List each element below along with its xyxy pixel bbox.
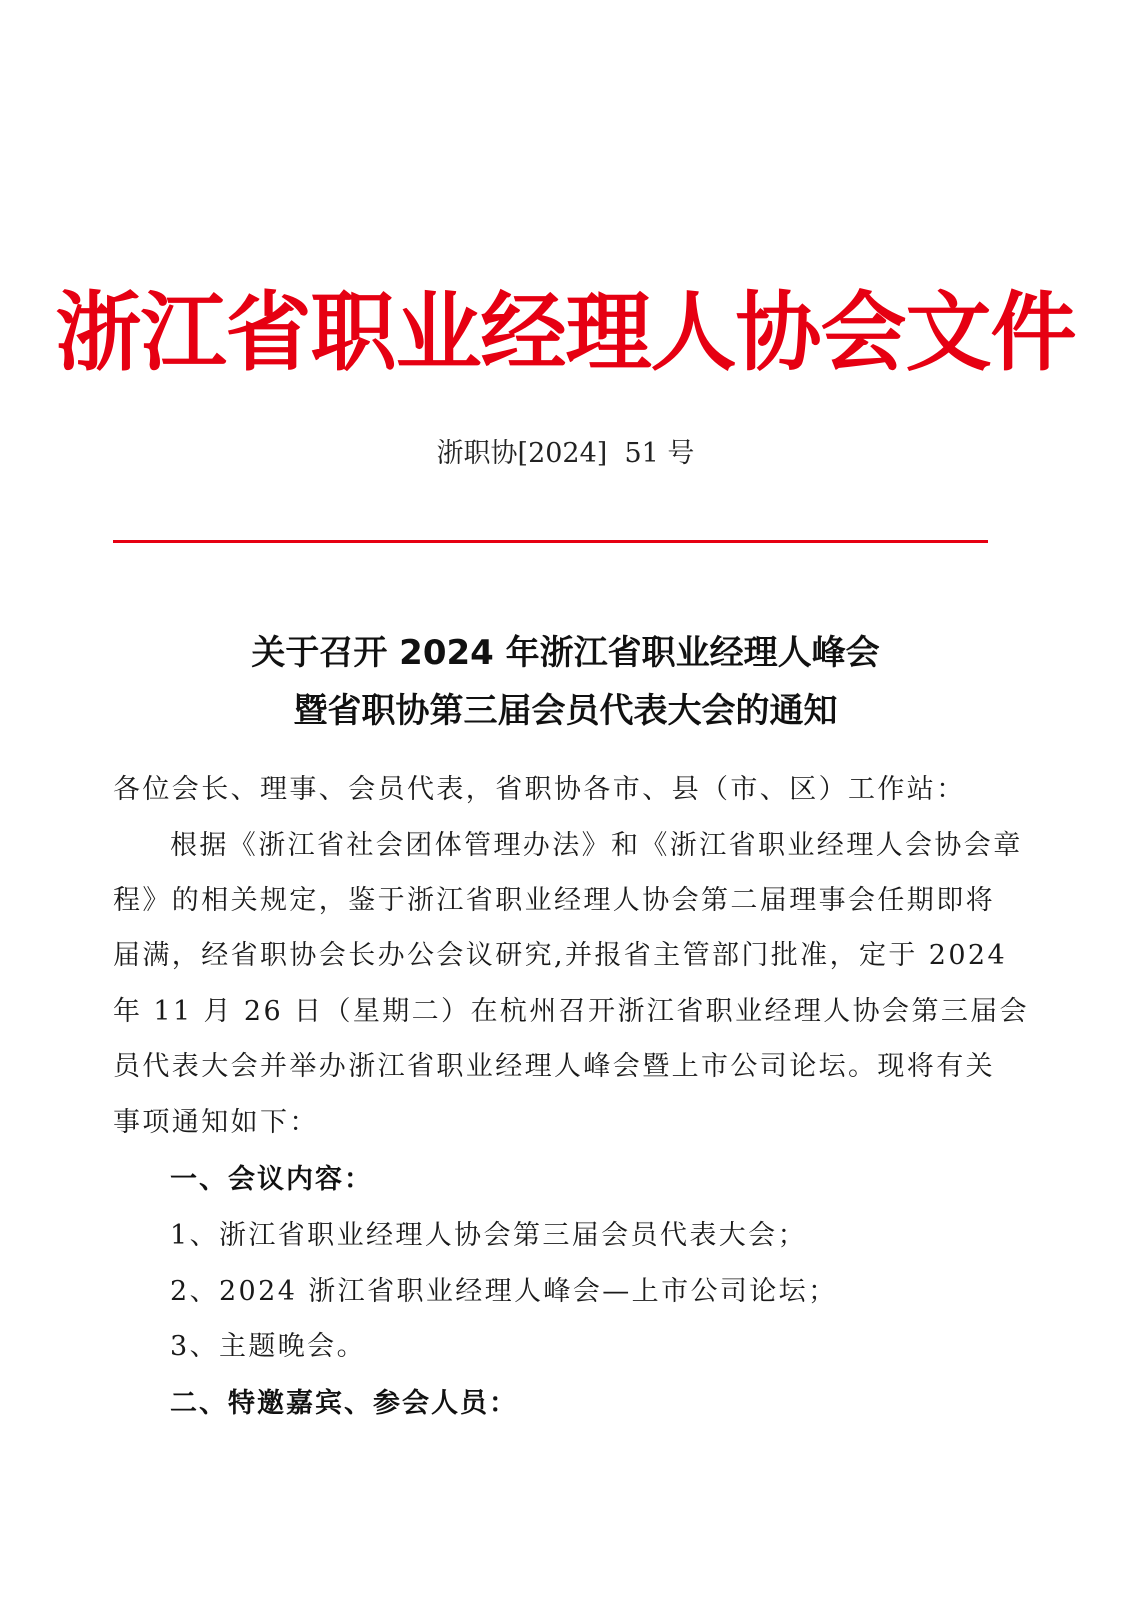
paragraph-line: 事项通知如下： xyxy=(113,1107,319,1138)
paragraph-line: 年 11 月 26 日（星期二）在杭州召开浙江省职业经理人协会第三届会 xyxy=(113,996,1030,1027)
paragraph-line: 届满，经省职协会长办公会议研究,并报省主管部门批准，定于 2024 xyxy=(113,940,1008,971)
salutation: 各位会长、理事、会员代表，省职协各市、县（市、区）工作站： xyxy=(113,774,966,805)
red-divider-rule xyxy=(113,540,988,543)
notice-title-line-2: 暨省职协第三届会员代表大会的通知 xyxy=(293,691,838,731)
paragraph-line: 根据《浙江省社会团体管理办法》和《浙江省职业经理人会协会章 xyxy=(170,830,1023,861)
section-heading-guests: 二、特邀嘉宾、参会人员： xyxy=(170,1388,518,1419)
org-document-header: 浙江省职业经理人协会文件 xyxy=(55,282,1076,383)
notice-title-line-1: 关于召开 2024 年浙江省职业经理人峰会 xyxy=(251,633,880,673)
document-number: 浙职协[2024] 51 号 xyxy=(436,438,695,469)
list-item: 3、主题晚会。 xyxy=(170,1331,366,1362)
paragraph-line: 程》的相关规定，鉴于浙江省职业经理人协会第二届理事会任期即将 xyxy=(113,885,995,916)
paragraph-line: 员代表大会并举办浙江省职业经理人峰会暨上市公司论坛。现将有关 xyxy=(113,1051,995,1082)
list-item: 2、2024 浙江省职业经理人峰会—上市公司论坛； xyxy=(170,1276,838,1307)
list-item: 1、浙江省职业经理人协会第三届会员代表大会； xyxy=(170,1220,807,1251)
section-heading-meeting-content: 一、会议内容： xyxy=(170,1164,373,1195)
